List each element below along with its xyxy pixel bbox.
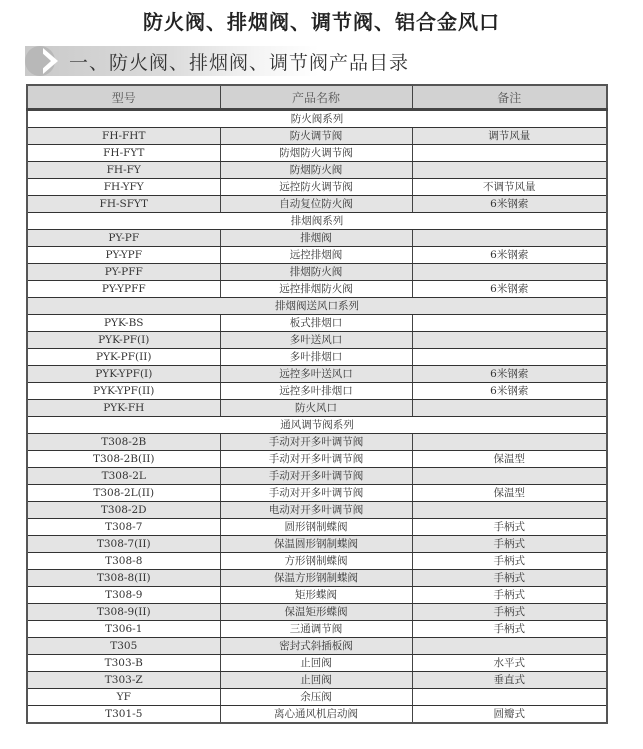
product-name-cell: 远控排烟阀 — [220, 247, 412, 264]
model-cell: PYK-BS — [27, 315, 220, 332]
note-cell: 6米钢索 — [412, 366, 607, 383]
table-row — [27, 621, 607, 638]
model-cell: FH-FY — [27, 162, 220, 179]
model-cell: T305 — [27, 638, 220, 655]
note-cell — [412, 400, 607, 417]
series-header-row — [27, 417, 607, 434]
note-cell: 水平式 — [412, 655, 607, 672]
table-row — [27, 383, 607, 400]
product-name-cell: 方形钢制蝶阀 — [220, 553, 412, 570]
table-row — [27, 196, 607, 213]
product-name-cell: 圆形钢制蝶阀 — [220, 519, 412, 536]
model-cell: PY-YPFF — [27, 281, 220, 298]
note-cell: 6米钢索 — [412, 247, 607, 264]
note-cell: 调节风量 — [412, 128, 607, 145]
model-cell: PY-PFF — [27, 264, 220, 281]
model-cell: T308-7(II) — [27, 536, 220, 553]
page-title: 防火阀、排烟阀、调节阀、铝合金风口 — [143, 10, 500, 34]
model-cell: PYK-PF(II) — [27, 349, 220, 366]
note-cell: 手柄式 — [412, 519, 607, 536]
note-cell — [412, 434, 607, 451]
note-cell: 手柄式 — [412, 536, 607, 553]
table-row — [27, 179, 607, 196]
model-cell: T301-5 — [27, 706, 220, 724]
product-name-cell: 远控多叶送风口 — [220, 366, 412, 383]
note-cell — [412, 689, 607, 706]
note-cell: 6米钢索 — [412, 281, 607, 298]
model-cell: PY-PF — [27, 230, 220, 247]
note-cell: 垂直式 — [412, 672, 607, 689]
table-row — [27, 247, 607, 264]
note-cell: 手柄式 — [412, 553, 607, 570]
product-name-cell: 止回阀 — [220, 672, 412, 689]
column-header-product-name: 产品名称 — [220, 85, 412, 110]
model-cell: YF — [27, 689, 220, 706]
product-name-cell: 排烟阀 — [220, 230, 412, 247]
model-cell: T308-2B(II) — [27, 451, 220, 468]
note-cell: 手柄式 — [412, 604, 607, 621]
product-name-cell: 保温矩形蝶阀 — [220, 604, 412, 621]
product-name-cell: 手动对开多叶调节阀 — [220, 451, 412, 468]
table-row — [27, 672, 607, 689]
model-cell: T306-1 — [27, 621, 220, 638]
model-cell: T303-Z — [27, 672, 220, 689]
table-row — [27, 230, 607, 247]
model-cell: FH-FYT — [27, 145, 220, 162]
note-cell — [412, 638, 607, 655]
table-row — [27, 162, 607, 179]
table-row — [27, 587, 607, 604]
model-cell: T308-7 — [27, 519, 220, 536]
model-cell: T308-2B — [27, 434, 220, 451]
note-cell: 手柄式 — [412, 621, 607, 638]
model-cell: T308-8(II) — [27, 570, 220, 587]
product-name-cell: 离心通风机启动阀 — [220, 706, 412, 724]
product-name-cell: 矩形蝶阀 — [220, 587, 412, 604]
table-row — [27, 332, 607, 349]
table-row — [27, 502, 607, 519]
product-name-cell: 保温方形钢制蝶阀 — [220, 570, 412, 587]
model-cell: FH-SFYT — [27, 196, 220, 213]
note-cell — [412, 349, 607, 366]
note-cell — [412, 162, 607, 179]
table-row — [27, 400, 607, 417]
table-body — [27, 110, 607, 724]
product-name-cell: 保温圆形钢制蝶阀 — [220, 536, 412, 553]
table-row — [27, 264, 607, 281]
table-row — [27, 604, 607, 621]
series-header-row — [27, 110, 607, 128]
table-row — [27, 128, 607, 145]
product-name-cell: 密封式斜插板阀 — [220, 638, 412, 655]
product-name-cell: 排烟防火阀 — [220, 264, 412, 281]
product-name-cell: 防烟防火调节阀 — [220, 145, 412, 162]
table-row — [27, 638, 607, 655]
model-cell: PYK-PF(I) — [27, 332, 220, 349]
table-row — [27, 570, 607, 587]
model-cell: PY-YPF — [27, 247, 220, 264]
column-header-model: 型号 — [27, 85, 220, 110]
product-name-cell: 三通调节阀 — [220, 621, 412, 638]
table-row — [27, 281, 607, 298]
product-name-cell: 手动对开多叶调节阀 — [220, 434, 412, 451]
product-name-cell: 防烟防火阀 — [220, 162, 412, 179]
table-row — [27, 451, 607, 468]
series-header-row — [27, 298, 607, 315]
model-cell: T303-B — [27, 655, 220, 672]
model-cell: T308-8 — [27, 553, 220, 570]
table-row — [27, 655, 607, 672]
model-cell: PYK-FH — [27, 400, 220, 417]
product-name-cell: 多叶送风口 — [220, 332, 412, 349]
table-row — [27, 366, 607, 383]
note-cell: 6米钢索 — [412, 196, 607, 213]
product-name-cell: 电动对开多叶调节阀 — [220, 502, 412, 519]
chevron-inner-icon — [40, 51, 51, 71]
product-name-cell: 远控防火调节阀 — [220, 179, 412, 196]
series-label: 排烟阀系列 — [27, 213, 607, 230]
table-row — [27, 519, 607, 536]
table-header-row — [27, 85, 607, 110]
table-row — [27, 553, 607, 570]
product-name-cell: 板式排烟口 — [220, 315, 412, 332]
note-cell — [412, 468, 607, 485]
product-name-cell: 止回阀 — [220, 655, 412, 672]
table-row — [27, 468, 607, 485]
model-cell: FH-FHT — [27, 128, 220, 145]
table-row — [27, 485, 607, 502]
series-label: 防火阀系列 — [27, 110, 607, 128]
note-cell — [412, 264, 607, 281]
note-cell — [412, 502, 607, 519]
section-heading: 一、防火阀、排烟阀、调节阀产品目录 — [69, 52, 410, 74]
table-row — [27, 434, 607, 451]
table-row — [27, 315, 607, 332]
model-cell: T308-9 — [27, 587, 220, 604]
series-header-row — [27, 213, 607, 230]
product-name-cell: 手动对开多叶调节阀 — [220, 468, 412, 485]
note-cell: 不调节风量 — [412, 179, 607, 196]
product-catalog-table — [26, 84, 608, 724]
table-row — [27, 706, 607, 724]
product-name-cell: 远控排烟防火阀 — [220, 281, 412, 298]
table-row — [27, 349, 607, 366]
model-cell: T308-2L — [27, 468, 220, 485]
model-cell: T308-2L(II) — [27, 485, 220, 502]
product-name-cell: 防火风口 — [220, 400, 412, 417]
note-cell: 手柄式 — [412, 570, 607, 587]
note-cell: 6米钢索 — [412, 383, 607, 400]
note-cell — [412, 315, 607, 332]
section-banner — [25, 46, 445, 76]
series-label: 通风调节阀系列 — [27, 417, 607, 434]
note-cell — [412, 230, 607, 247]
product-name-cell: 自动复位防火阀 — [220, 196, 412, 213]
note-cell — [412, 145, 607, 162]
product-name-cell: 远控多叶排烟口 — [220, 383, 412, 400]
note-cell — [412, 332, 607, 349]
note-cell: 圆瓣式 — [412, 706, 607, 724]
note-cell: 手柄式 — [412, 587, 607, 604]
model-cell: FH-YFY — [27, 179, 220, 196]
model-cell: T308-2D — [27, 502, 220, 519]
product-name-cell: 手动对开多叶调节阀 — [220, 485, 412, 502]
product-name-cell: 防火调节阀 — [220, 128, 412, 145]
series-label: 排烟阀送风口系列 — [27, 298, 607, 315]
column-header-note: 备注 — [412, 85, 607, 110]
table-row — [27, 689, 607, 706]
table-row — [27, 536, 607, 553]
table-row — [27, 145, 607, 162]
model-cell: PYK-YPF(I) — [27, 366, 220, 383]
product-name-cell: 余压阀 — [220, 689, 412, 706]
note-cell: 保温型 — [412, 485, 607, 502]
product-name-cell: 多叶排烟口 — [220, 349, 412, 366]
model-cell: PYK-YPF(II) — [27, 383, 220, 400]
note-cell: 保温型 — [412, 451, 607, 468]
model-cell: T308-9(II) — [27, 604, 220, 621]
